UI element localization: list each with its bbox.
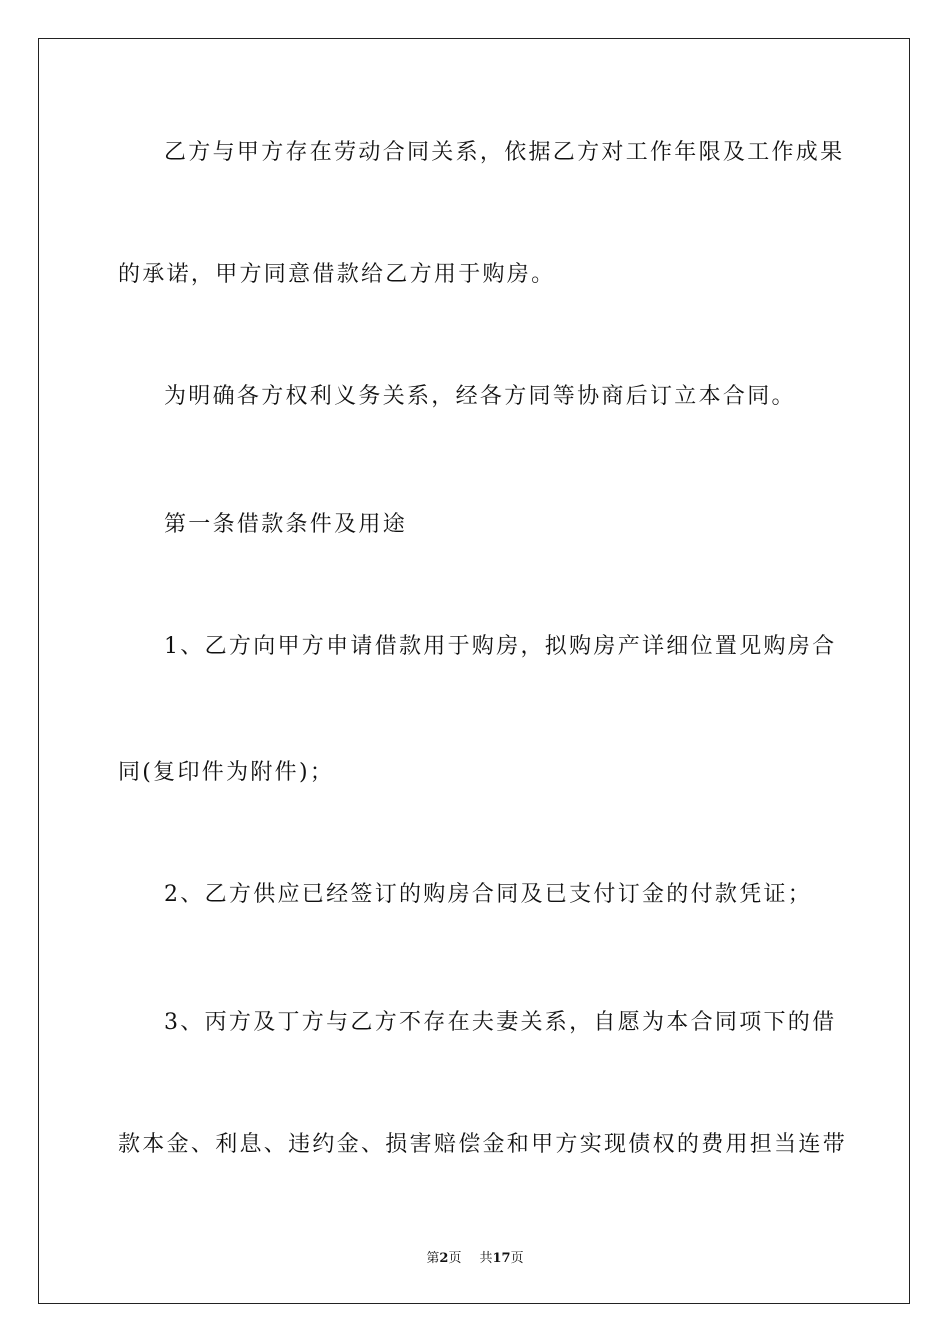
paragraph-line-7: 2、乙方供应已经签订的购房合同及已支付订金的付款凭证； <box>164 882 813 907</box>
footer-total-pages: 17 <box>492 1251 511 1266</box>
paragraph-line-3: 为明确各方权利义务关系，经各方同等协商后订立本合同。 <box>164 384 796 409</box>
footer-page-suffix: 页 <box>448 1251 462 1266</box>
paragraph-line-8: 3、丙方及丁方与乙方不存在夫妻关系，自愿为本合同项下的借 <box>164 1010 837 1035</box>
footer-total-suffix: 页 <box>510 1251 524 1266</box>
paragraph-line-1: 乙方与甲方存在劳动合同关系，依据乙方对工作年限及工作成果 <box>164 140 845 165</box>
page-border <box>38 38 910 1304</box>
paragraph-line-5: 1、乙方向甲方申请借款用于购房，拟购房产详细位置见购房合 <box>164 634 837 659</box>
paragraph-line-2: 的承诺，甲方同意借款给乙方用于购房。 <box>118 262 556 287</box>
footer-page-prefix: 第 <box>426 1251 440 1266</box>
footer-page-number: 2 <box>439 1251 449 1266</box>
footer-total-prefix: 共 <box>479 1251 493 1266</box>
paragraph-line-9: 款本金、利息、违约金、损害赔偿金和甲方实现债权的费用担当连带 <box>118 1132 848 1157</box>
paragraph-line-6: 同(复印件为附件)； <box>118 760 335 785</box>
page-footer <box>0 1247 950 1266</box>
section-heading: 第一条借款条件及用途 <box>164 512 408 537</box>
